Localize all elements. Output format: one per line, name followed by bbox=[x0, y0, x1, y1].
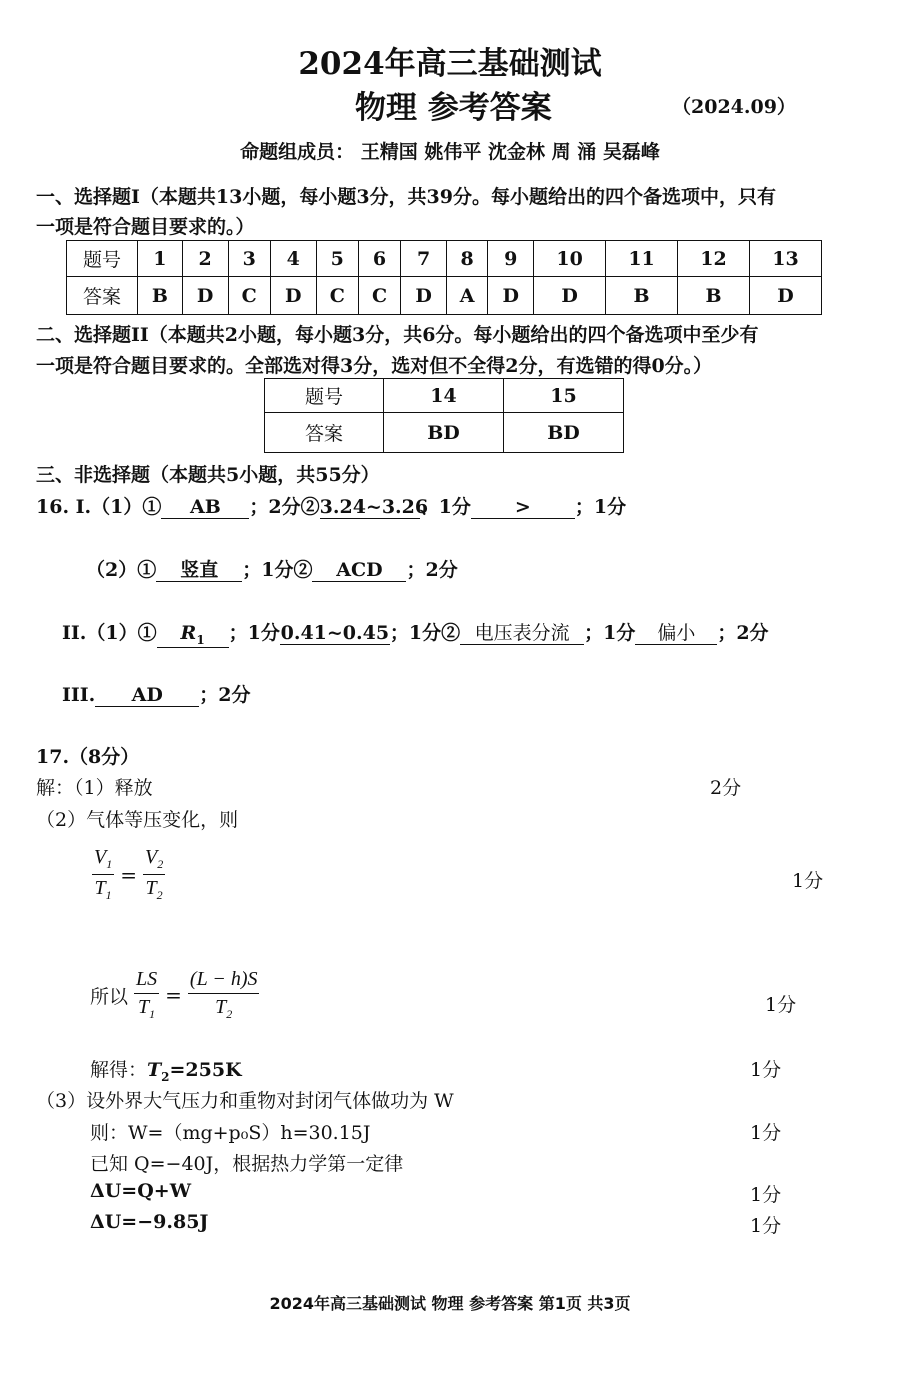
question-number: 12 bbox=[678, 241, 750, 277]
question-number: 7 bbox=[401, 241, 447, 277]
answer-blank: > bbox=[471, 497, 575, 519]
answer-blank: 0.41~0.45 bbox=[280, 622, 390, 644]
question-number: 8 bbox=[447, 241, 488, 277]
solve-variable: T bbox=[147, 1059, 162, 1081]
subscript: 1 bbox=[106, 857, 113, 871]
denominator: T bbox=[215, 996, 227, 1018]
answer-cell: B bbox=[138, 277, 183, 315]
answer-cell: C bbox=[316, 277, 358, 315]
q16-line2-prefix: （2）① bbox=[86, 559, 157, 581]
section3-heading: 三、非选择题（本题共5小题，共55分） bbox=[36, 464, 380, 486]
table-row-questions bbox=[265, 379, 624, 413]
score-text: ；1分 bbox=[574, 496, 627, 518]
page-title: 2024年高三基础测试 bbox=[298, 46, 602, 82]
score-text: 2分 bbox=[710, 777, 742, 799]
equation-2 bbox=[90, 968, 259, 1022]
equals-sign: = bbox=[165, 983, 182, 1007]
score-text: 1分 bbox=[750, 1215, 782, 1237]
answer-blank: AD bbox=[95, 685, 199, 707]
fraction bbox=[188, 968, 260, 1022]
q16-line3-prefix: II.（1）① bbox=[62, 622, 157, 644]
question-number: 1 bbox=[138, 241, 183, 277]
date-label: （2024.09） bbox=[672, 96, 796, 118]
q17-result: ΔU=−9.85J bbox=[90, 1211, 209, 1233]
answer-cell: B bbox=[678, 277, 750, 315]
subscript: 1 bbox=[149, 1007, 156, 1021]
numerator: (L − h)S bbox=[189, 968, 258, 990]
solve-prefix: 解得： bbox=[90, 1059, 148, 1081]
section2-heading-line1: 二、选择题II（本题共2小题，每小题3分，共6分。每小题给出的四个备选项中至少有 bbox=[36, 324, 759, 346]
score-text: 1分 bbox=[765, 994, 797, 1016]
denominator: T bbox=[94, 877, 106, 899]
equation-prefix: 所以 bbox=[90, 985, 129, 1008]
q17-part2: （2）气体等压变化，则 bbox=[36, 809, 239, 831]
table-row-answers bbox=[265, 413, 624, 453]
question-number: 11 bbox=[606, 241, 678, 277]
q17-part3: （3）设外界大气压力和重物对封闭气体做功为 W bbox=[36, 1090, 454, 1112]
q17-work-line: 则：W=（mg+p₀S）h=30.15J bbox=[90, 1122, 371, 1144]
answer-cell: D bbox=[270, 277, 316, 315]
score-text: ；2分② bbox=[249, 496, 320, 518]
denominator: T bbox=[138, 996, 150, 1018]
question-number: 14 bbox=[384, 379, 504, 413]
answer-blank: 3.24~3.26 bbox=[319, 496, 429, 518]
equals-sign: = bbox=[120, 862, 137, 887]
subscript: 2 bbox=[156, 888, 163, 902]
score-text: ；1分② bbox=[242, 559, 313, 581]
solve-result: =255K bbox=[169, 1059, 242, 1081]
answer-blank: AB bbox=[161, 497, 249, 519]
score-text: ；2分 bbox=[406, 559, 458, 581]
equation-1 bbox=[92, 846, 165, 903]
question-number: 9 bbox=[488, 241, 534, 277]
answer-cell: C bbox=[228, 277, 270, 315]
score-text: 1分 bbox=[750, 1184, 782, 1206]
answer-cell: A bbox=[447, 277, 488, 315]
answer-cell: C bbox=[358, 277, 400, 315]
numerator: V bbox=[94, 846, 107, 868]
question-number: 13 bbox=[749, 241, 821, 277]
answer-cell: D bbox=[534, 277, 606, 315]
answer-cell: B bbox=[606, 277, 678, 315]
section2-answer-table bbox=[264, 378, 624, 453]
answer-cell: D bbox=[401, 277, 447, 315]
question-number: 2 bbox=[182, 241, 228, 277]
table-row-answers bbox=[67, 277, 822, 315]
section1-answer-table bbox=[66, 240, 822, 315]
score-text: ；1分② bbox=[389, 622, 461, 644]
q16-line2 bbox=[86, 555, 458, 582]
numerator: LS bbox=[136, 968, 158, 990]
score-text: ；1分 bbox=[584, 622, 636, 644]
answer-cell: D bbox=[182, 277, 228, 315]
q16-line4 bbox=[62, 680, 251, 707]
score-text: 1分 bbox=[750, 1122, 782, 1144]
numerator: V bbox=[144, 846, 158, 868]
row-label-question: 题号 bbox=[265, 379, 384, 413]
answer-blank bbox=[157, 623, 229, 648]
score-text: 1分 bbox=[792, 870, 824, 892]
answer-blank: 电压表分流 bbox=[460, 623, 584, 645]
answer-blank: ACD bbox=[312, 560, 406, 582]
answer-cell: D bbox=[488, 277, 534, 315]
score-text: ；2分 bbox=[199, 684, 251, 706]
score-text: ；2分 bbox=[717, 622, 769, 644]
page-footer: 2024年高三基础测试 物理 参考答案 第1页 共3页 bbox=[269, 1294, 631, 1313]
denominator: T bbox=[145, 877, 157, 899]
question-number: 5 bbox=[316, 241, 358, 277]
answer-blank: 偏小 bbox=[635, 623, 717, 645]
q17-first-law: ΔU=Q+W bbox=[90, 1180, 192, 1202]
subscript: 1 bbox=[105, 888, 112, 902]
answer-cell: BD bbox=[384, 413, 504, 453]
subscript: 2 bbox=[226, 1007, 233, 1021]
question-number: 6 bbox=[358, 241, 400, 277]
score-text: ；1分 bbox=[228, 622, 280, 644]
question-number: 3 bbox=[228, 241, 270, 277]
section1-heading-line1: 一、选择题I（本题共13小题，每小题3分，共39分。每小题给出的四个备选项中，只有 bbox=[36, 186, 776, 208]
answer-blank: 竖直 bbox=[156, 560, 242, 582]
answer-subscript: 1 bbox=[196, 632, 205, 647]
section2-heading-line2: 一项是符合题目要求的。全部选对得3分，选对但不全得2分，有选错的得0分。） bbox=[36, 355, 713, 377]
q17-given-line: 已知 Q=−40J，根据热力学第一定律 bbox=[90, 1153, 404, 1175]
fraction bbox=[143, 846, 165, 903]
row-label-answer: 答案 bbox=[67, 277, 138, 315]
question-number: 10 bbox=[534, 241, 606, 277]
q16-line3 bbox=[62, 618, 769, 648]
answer-cell: BD bbox=[504, 413, 624, 453]
question-number: 15 bbox=[504, 379, 624, 413]
question-number: 4 bbox=[270, 241, 316, 277]
answer-variable: R bbox=[180, 622, 197, 644]
q16-line4-prefix: III. bbox=[62, 684, 96, 706]
q17-part1: 解：（1）释放 bbox=[36, 777, 153, 799]
page-subtitle: 物理 参考答案 bbox=[355, 90, 552, 126]
solve-subscript: 2 bbox=[161, 1069, 170, 1084]
q17-heading: 17.（8分） bbox=[36, 746, 140, 768]
section1-heading-line2: 一项是符合题目要求的。） bbox=[36, 216, 255, 238]
authors-line: 命题组成员： 王精国 姚伟平 沈金林 周 涌 吴磊峰 bbox=[240, 141, 660, 163]
table-row-questions bbox=[67, 241, 822, 277]
q16-line1 bbox=[36, 492, 626, 519]
fraction bbox=[134, 968, 159, 1022]
q17-solve-line bbox=[90, 1055, 242, 1084]
subscript: 2 bbox=[157, 857, 164, 871]
score-text: 、1分 bbox=[419, 496, 471, 518]
q16-line1-prefix: 16. I.（1）① bbox=[36, 496, 162, 518]
row-label-question: 题号 bbox=[67, 241, 138, 277]
score-text: 1分 bbox=[750, 1059, 782, 1081]
answer-cell: D bbox=[749, 277, 821, 315]
fraction bbox=[92, 846, 114, 903]
row-label-answer: 答案 bbox=[265, 413, 384, 453]
